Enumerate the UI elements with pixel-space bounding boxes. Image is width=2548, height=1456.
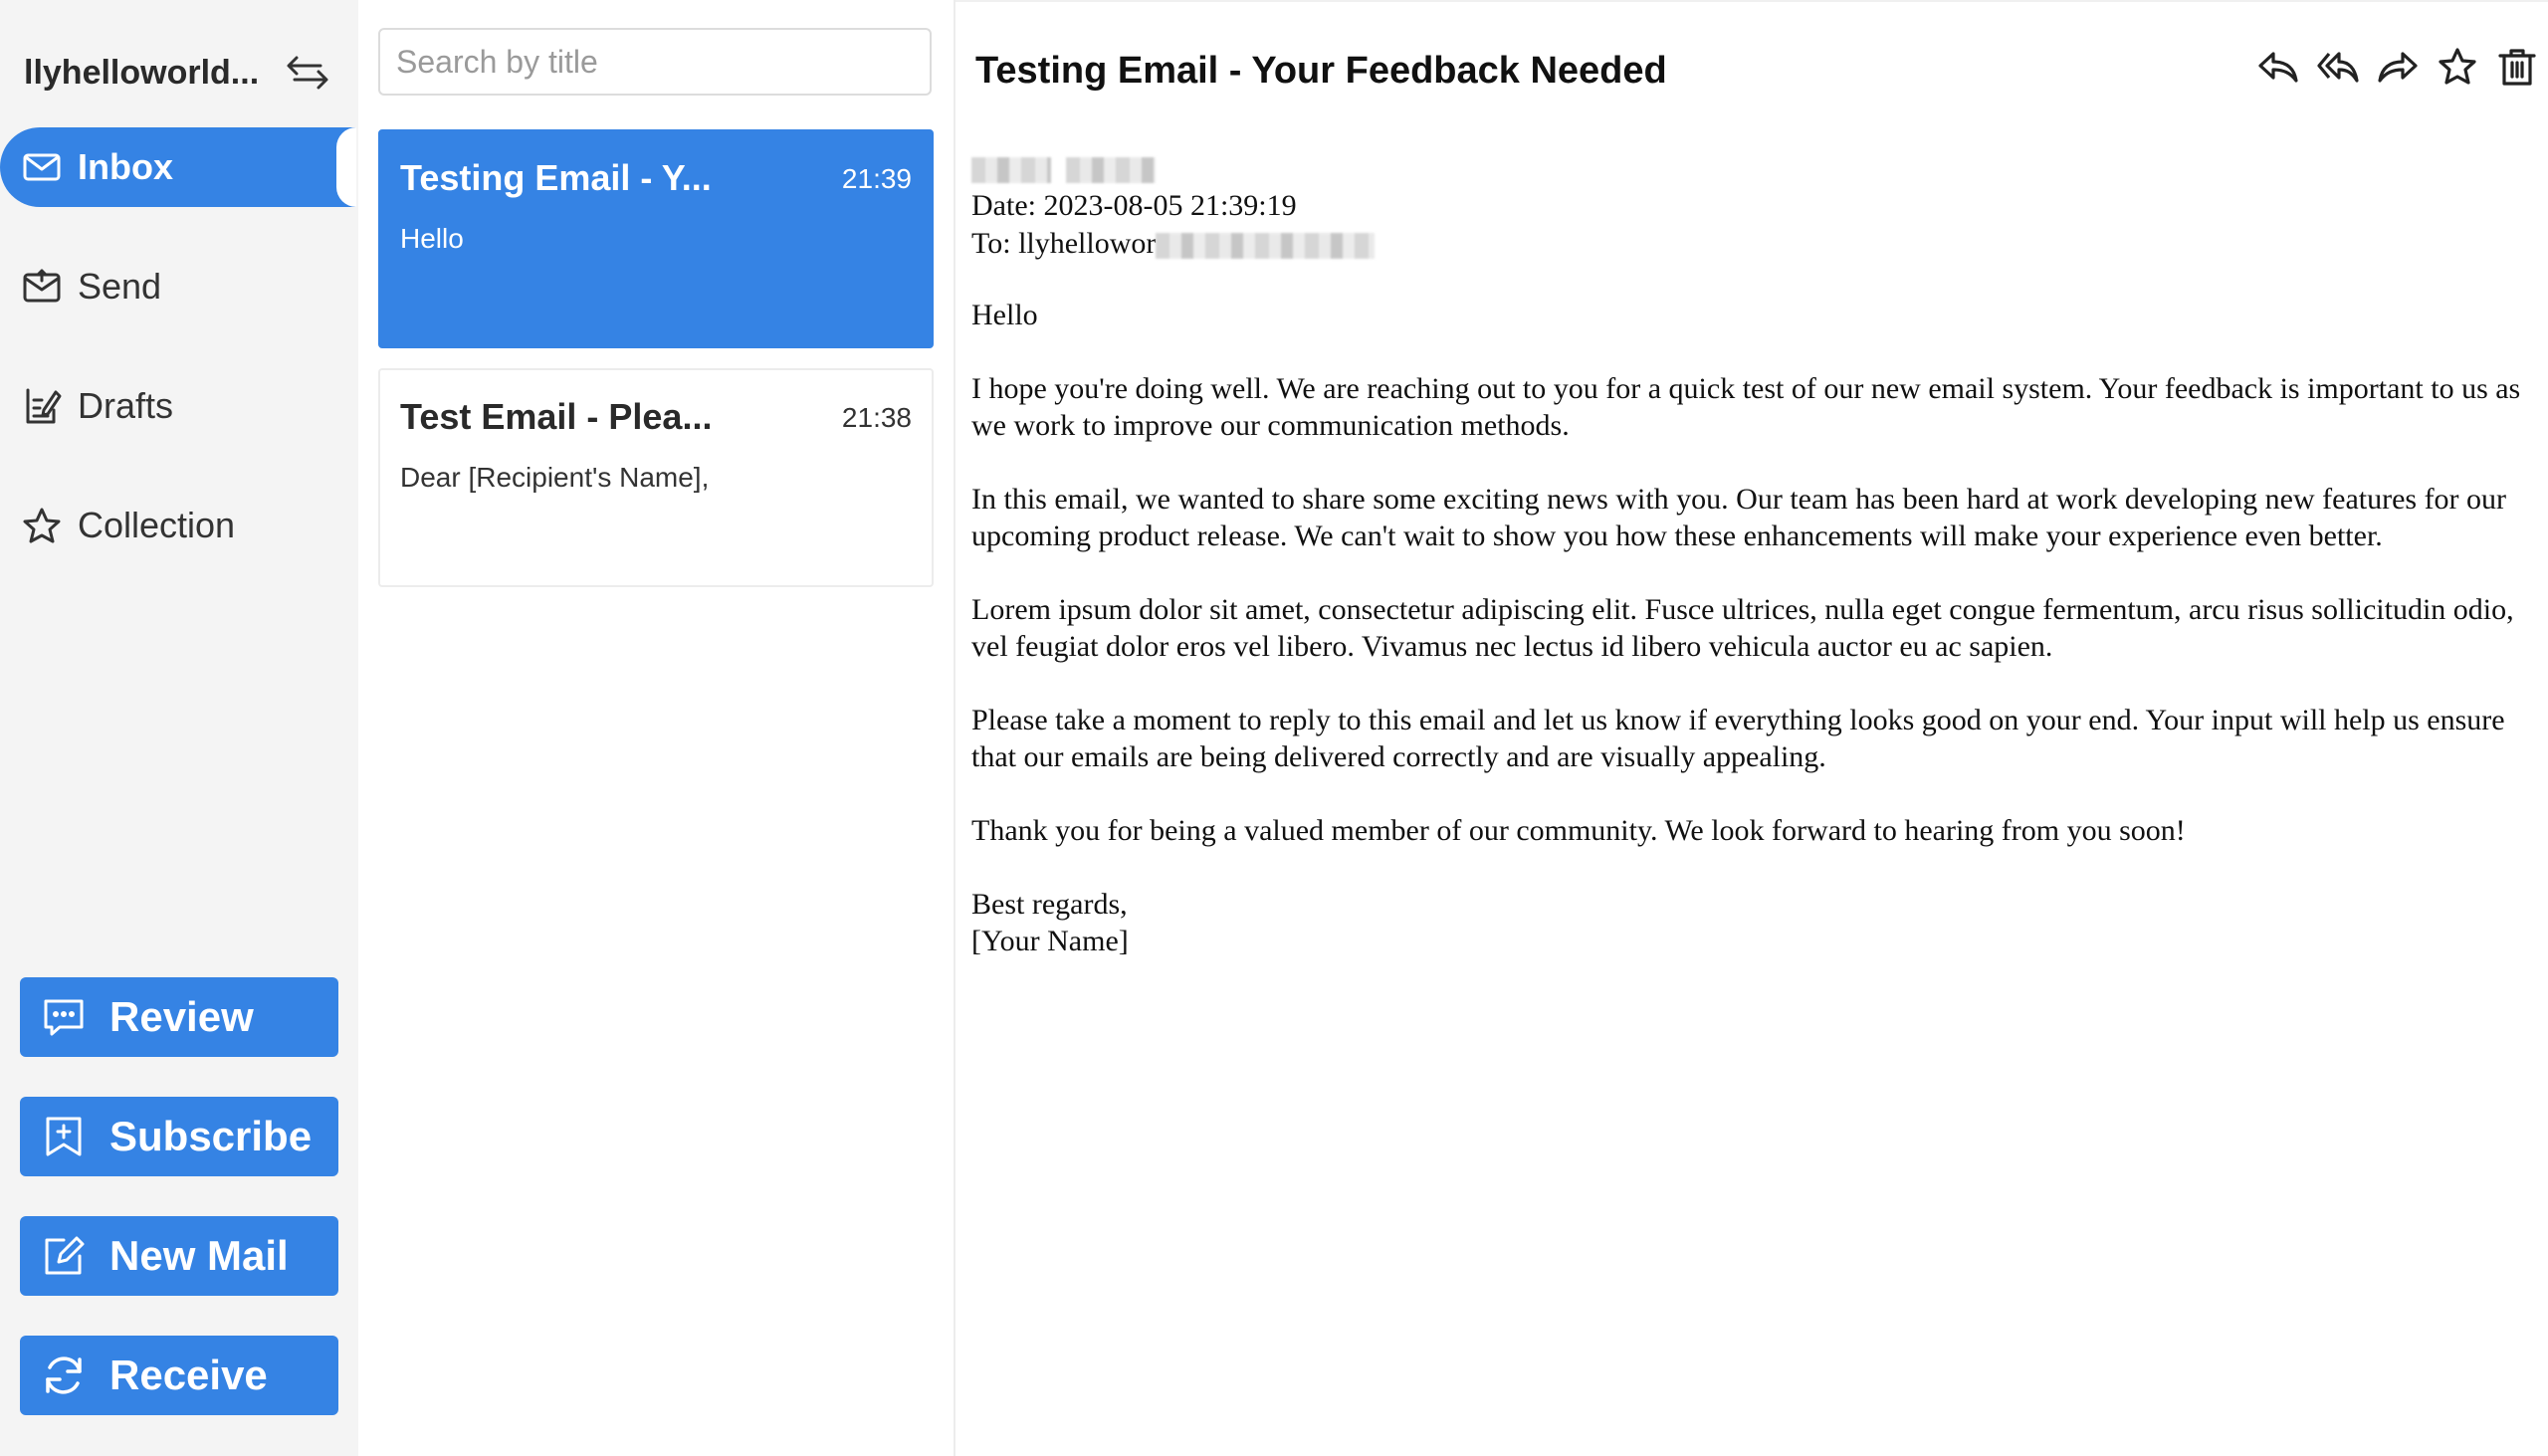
sidebar-actions — [20, 977, 338, 1455]
email-body — [971, 297, 2534, 959]
email-paragraph: Thank you for being a valued member of our community. We look forward to hearing from you soon! — [971, 814, 2186, 847]
sidebar-item-label: Inbox — [78, 146, 173, 187]
forward-icon[interactable] — [2377, 46, 2419, 88]
bookmark-plus-icon — [42, 1115, 86, 1158]
message-dots-icon — [42, 995, 86, 1039]
sidebar-item-drafts[interactable] — [0, 366, 356, 446]
mail-subject: Testing Email - Y... — [400, 157, 712, 198]
email-to — [971, 225, 1375, 263]
email-greeting: Hello — [971, 299, 1038, 331]
trash-icon[interactable] — [2496, 46, 2538, 88]
mail-icon — [22, 147, 62, 187]
email-paragraph: Please take a moment to reply to this email and let us know if everything looks good on your end. Your input will help us ensure that our emails are being delivered correctly and are visually appealing. — [971, 704, 2505, 773]
receive-button-label: Receive — [109, 1352, 268, 1398]
subscribe-button[interactable] — [20, 1097, 338, 1176]
reply-icon[interactable] — [2257, 46, 2299, 88]
mail-time: 21:39 — [841, 163, 912, 194]
refresh-icon — [42, 1353, 86, 1397]
email-to-text: To: llyhellowor — [971, 227, 1157, 260]
reading-pane — [956, 0, 2548, 1456]
email-meta — [971, 149, 1375, 263]
email-paragraph: Lorem ipsum dolor sit amet, consectetur adipiscing elit. Fusce ultrices, nulla eget congue fermentum, arcu risus sollicitudin odio, vel feugiat dolor eros vel libero. Vivamus nec lectus id libero vehicula auctor eu ac sapien. — [971, 593, 2514, 663]
subscribe-button-label: Subscribe — [109, 1113, 313, 1159]
mail-preview: Dear [Recipient's Name], — [400, 462, 710, 493]
mail-time: 21:38 — [841, 402, 912, 433]
email-subject: Testing Email - Your Feedback Needed — [975, 50, 1667, 92]
email-paragraph: I hope you're doing well. We are reaching out to you for a quick test of our new email system. Your feedback is important to us as we work to improve our communication methods. — [971, 372, 2521, 442]
send-mail-icon — [22, 267, 62, 307]
sender-redacted — [971, 149, 1375, 187]
compose-icon — [42, 1234, 86, 1278]
review-button-label: Review — [109, 993, 254, 1040]
account-name: llyhelloworld... — [24, 54, 260, 92]
sidebar — [0, 0, 358, 1456]
mail-list-item[interactable] — [378, 129, 934, 348]
email-paragraph: In this email, we wanted to share some exciting news with you. Our team has been hard at work developing new features for our upcoming product release. We can't wait to show you how these enhancements will make your experience even better. — [971, 483, 2507, 552]
mail-list-panel — [358, 0, 956, 1456]
star-icon — [22, 506, 62, 545]
new-mail-button[interactable] — [20, 1216, 338, 1296]
review-button[interactable] — [20, 977, 338, 1057]
email-closing: Best regards, — [971, 888, 1128, 921]
search-input[interactable] — [378, 28, 932, 96]
email-date: Date: 2023-08-05 21:39:19 — [971, 189, 1297, 222]
mail-subject: Test Email - Plea... — [400, 396, 713, 437]
mail-preview: Hello — [400, 223, 464, 254]
sidebar-item-collection[interactable] — [0, 486, 356, 565]
sidebar-item-label: Send — [78, 266, 162, 307]
mail-list-item[interactable] — [378, 368, 934, 587]
sidebar-item-send[interactable] — [0, 247, 356, 326]
sidebar-item-label: Drafts — [78, 385, 174, 426]
sidebar-item-label: Collection — [78, 505, 236, 545]
account-header — [24, 48, 352, 98]
switch-account-icon[interactable] — [285, 52, 330, 94]
email-signature: [Your Name] — [971, 925, 1129, 957]
new-mail-button-label: New Mail — [109, 1232, 289, 1279]
sidebar-nav — [0, 127, 358, 605]
edit-doc-icon — [22, 386, 62, 426]
receive-button[interactable] — [20, 1336, 338, 1415]
star-icon[interactable] — [2437, 46, 2478, 88]
email-toolbar — [2257, 46, 2538, 88]
reply-all-icon[interactable] — [2317, 46, 2359, 88]
sidebar-item-inbox[interactable] — [0, 127, 356, 207]
